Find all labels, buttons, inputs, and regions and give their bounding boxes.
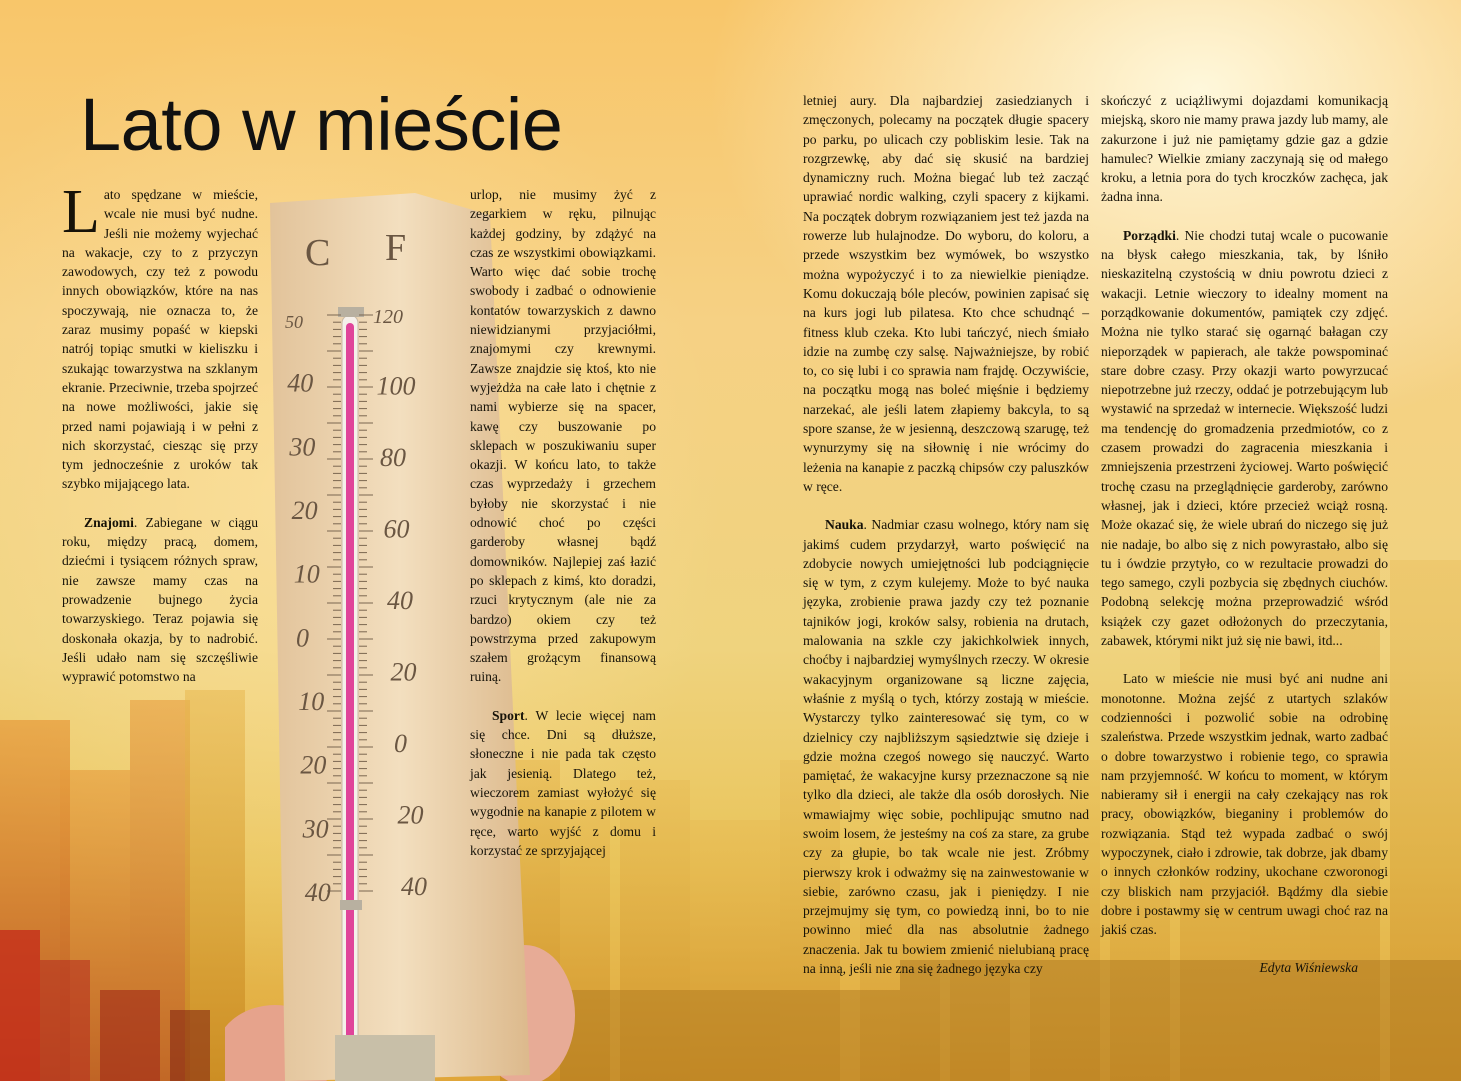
section-sport: Sport. W lecie więcej nam się chce. Dni są dłuższe, słoneczne i nie pada tak często jak jesienią. Dlatego też, wieczorem zamiast wyłożyć się wygodnie na kanapie z pilotem w ręce, warto wyjść z domu i korzystać ze sprzyjającej <box>470 707 656 858</box>
section-nauka: Nauka. Nadmiar czasu wolnego, który nam się jakimś cudem przydarzył, warto poświęcić na zdobycie nowych umiejętności lub podciągnięcie się w tym, z czym kulejemy. Może to być nauka języka, zrobienie prawa jazdy czy też poznanie tajników jogi, kroków salsy, robienia na drutach, malowania na szkle czy jakichkolwiek innych, choćby i najbardziej wymyślnych rzeczy. W okresie wakacyjnym organizowane są liczne zajęcia, właśnie z myślą o tych, którzy zostają w mieście. Wystarczy tylko zainteresować się tym, co w dzielnicy czy najbliższym sąsiedztwie się dzieje i gdzie można czegoś nowego się nauczyć. Warto pamiętać, że wakacyjne kursy przeznaczone są nie tylko dla dzieci, ale także dla osób dorosłych. Nie wmawiajmy więc sobie, pochlipując smutno nad swoim losem, że jesteśmy na coś za stare, za grube czy za głupie, bo tak wcale nie jest. Zróbmy pierwszy krok i odważmy się na zainwestowanie w siebie, zarówno czasu, jak i pieniędzy. I nie przejmujmy się tym, co powiedzą inni, bo to nie powinno mieć dla nas absolutnie żadnego znaczenia. Jak tu bowiem zmienić nielubianą pracę na inną, jeśli nie zna się żadnego języka czy <box>803 517 1089 977</box>
scale-f-label: F <box>385 227 407 269</box>
celsius-tick-label: 40 <box>287 368 314 398</box>
closing-paragraph: Lato w mieście nie musi być ani nudne ani monotonne. Można zejść z utartych szlaków codzienności i pozwolić sobie na odrobinę szaleństwa. Przede wszystkim jednak, warto zadbać o dobre towarzystwo i robienie tego, co sprawia nam przyjemność. W końcu to moment, w którym nabieramy sił i energii na cały czekający nas rok pracy, obowiązków, bieganiny i problemów do rozwiązania. Stąd też wypada zadbać o swój wypoczynek, ciało i zdrowie, tak dobrze, jak dbamy o innych członków rodziny, ukochane czworonogi czy bliskich nam przyjaciół. Bądźmy dla siebie dobre i postawmy się w centrum uwagi choć raz na jakiś czas. <box>1101 671 1388 938</box>
fahrenheit-tick-label: 20 <box>397 800 424 830</box>
celsius-tick-label: 20 <box>300 750 327 780</box>
fahrenheit-tick-label: 40 <box>387 586 413 615</box>
fahrenheit-tick-label: 120 <box>373 306 403 328</box>
drop-cap: L <box>62 178 100 246</box>
section-heading-porzadki: Porządki <box>1123 227 1176 243</box>
fahrenheit-tick-label: 20 <box>390 657 417 687</box>
celsius-tick-label: 30 <box>302 814 329 844</box>
scale-c-label: C <box>305 232 331 274</box>
section-porzadki: Porządki. Nie chodzi tutaj wcale o pucowanie na błysk całego mieszkania, tak, by lśniło nieskazitelną czystością w dniu powrotu dzieci z wakacji. Letnie wieczory to idealny moment na porządkowanie dokumentów, pamiątek czy zdjęć. Można nie tylko starać się ogarnąć bałagan czy nieporządek w papierach, ale także powspominać stare dobre czasy. Przy okazji warto powyrzucać niepotrzebne już rzeczy, oddać je potrzebującym lub wystawić na sprzedaż w internecie. Większość ludzi ma tendencję do gromadzenia przedmiotów, co z czasem prowadzi do zagracenia mieszkania i zmniejszenia przestrzeni życiowej. Warto poświęcić trochę czasu na przeglądnięcie garderoby, zarówno własnej, jak i dzieci, które przecież wciąż rosną. Może okazać się, że wiele ubrań do niczego się już nie nadaje, bo albo się z nich powyrastało, albo się tu i ówdzie przytyło, co w rezultacie prowadzi do tego samego, czyli pozbycia się zbędnych ciuchów. Podobną selekcję można przeprowadzić wśród książek czy gazet odłożonych do przeczytania, zabawek, którymi nikt już się nie bawi, itd... <box>1101 227 1388 649</box>
celsius-tick-label: 40 <box>304 878 331 907</box>
article-title: Lato w mieście <box>80 83 563 166</box>
celsius-tick-label: 10 <box>293 559 320 589</box>
section-heading-znajomi: Znajomi <box>84 514 134 530</box>
section-heading-nauka: Nauka <box>825 517 864 533</box>
celsius-tick-label: 20 <box>291 496 318 525</box>
intro-paragraph: Lato spędzane w mieście, wcale nie musi być nudne. Jeśli nie możemy wyjechać na wakacje, czy to z przyczyn zawodowych, czy też z powodu innych obowiązków, które na nas spoczywają, nie oznacza to, że zaraz musimy popaść w kiepski natrój topiąc smutki w kieliszku i szukając towarzystwa na szklanym ekranie. Przeciwnie, trzeba spojrzeć na nowe możliwości, jakie się przed nami pojawiają i w pełni z nich skorzystać, ciesząc się przy tym jednocześnie z uroków tak szybko mijającego lata. <box>62 178 258 492</box>
fahrenheit-tick-label: 60 <box>383 514 410 544</box>
fahrenheit-tick-label: 40 <box>401 872 427 901</box>
celsius-tick-label: 30 <box>289 432 316 462</box>
paragraph-sport-cont: letniej aury. Dla najbardziej zasiedzianych i zmęczonych, polecamy na początek długie spacery po parku, po ulicach czy pobliskim lesie. Tak na rozgrzewkę, aby dać się skusić na bardziej dynamiczny ruch. Można biegać lub też zacząć uprawiać nordic walking, czyli spacery z kijkami. Na początek dobrym rozwiązaniem jest też jazda na rowerze lub hulajnodze. Do wyboru, do koloru, a przede wszystkim bez wymówek, bo wszystko można wypożyczyć i to za niewielkie pieniądze. Komu dokuczają bóle pleców, powinien zapisać się na kurs jogi lub pilatesa. Kto chce schudnąć – fitness klub czeka. Kto lubi tańczyć, niech śmiało idzie na zumbę czy salsę. Najważniejsze, by robić to, co się lubi i co sprawia nam frajdę. Oczywiście, na początku mogą nas boleć mięśnie i będziemy narzekać, ale jeśli latem złapiemy bakcyla, to są spore szanse, że w jesienną, deszczową szarugę, też wynurzymy się na siłownię i nie wrócimy do leżenia na kanapie z paczką chipsów czy paluszków w ręce. <box>803 93 1089 494</box>
article-column-2 <box>470 185 656 860</box>
fahrenheit-tick-label: 80 <box>380 443 406 472</box>
fahrenheit-tick-label: 100 <box>376 371 416 401</box>
section-znajomi: Znajomi. Zabiegane w ciągu roku, między pracą, domem, dziećmi i tysiącem różnych spraw, nie zawsze mamy czas na prowadzenie bujnego życia towarzyskiego. Teraz pojawia się doskonała okazja, by to nadrobić. Jeśli udało nam się szczęśliwie wyprawić potomstwo na <box>62 514 258 685</box>
paragraph-nauka-cont: skończyć z uciążliwymi dojazdami komunikacją miejską, skoro nie mamy prawa jazdy lub mamy, ale zakurzone i już nie pamiętamy gdzie gaz a gdzie hamulec? Wielkie zmiany zaczynają się od małego kroku, a letnia pora do tych kroczków zachęca, jak żadna inna. <box>1101 93 1388 205</box>
celsius-tick-label: 50 <box>285 312 303 332</box>
thermometer-mercury <box>346 323 354 1075</box>
section-heading-sport: Sport <box>492 707 525 723</box>
article-column-3 <box>803 91 1089 978</box>
paragraph-friends-cont: urlop, nie musimy żyć z zegarkiem w ręku, pilnując każdej godziny, by zdążyć na czas ze wszystkimi obowiązkami. Warto więc dać sobie trochę swobody i zadbać o odnowienie kontatów towarzyskich z dawno niewidzianymi przyjaciółmi, znajomymi czy krewnymi. Zawsze znajdzie się ktoś, kto nie wyjeżdża na całe lato i chętnie z nami wybierze się na spacer, kawę czy buszowanie po sklepach w poszukiwaniu super okazji. W końcu lato, to także czas wyprzedaży i grzechem byłoby nie skorzystać i nie odnowić choć po części garderoby własnej bądź domowników. Najlepiej zaś łazić po sklepach z kimś, kto doradzi, rzuci krytycznym (ale nie za bardzo) okiem czy też powstrzyma przed zakupowym szałem grożącym finansową ruiną. <box>470 187 656 685</box>
celsius-tick-label: 0 <box>296 623 309 653</box>
celsius-tick-label: 10 <box>298 687 325 716</box>
article-column-4 <box>1101 91 1388 978</box>
fahrenheit-tick-label: 0 <box>394 729 407 758</box>
author-signature: Edyta Wiśniewska <box>1259 960 1358 976</box>
article-column-1 <box>62 178 258 686</box>
